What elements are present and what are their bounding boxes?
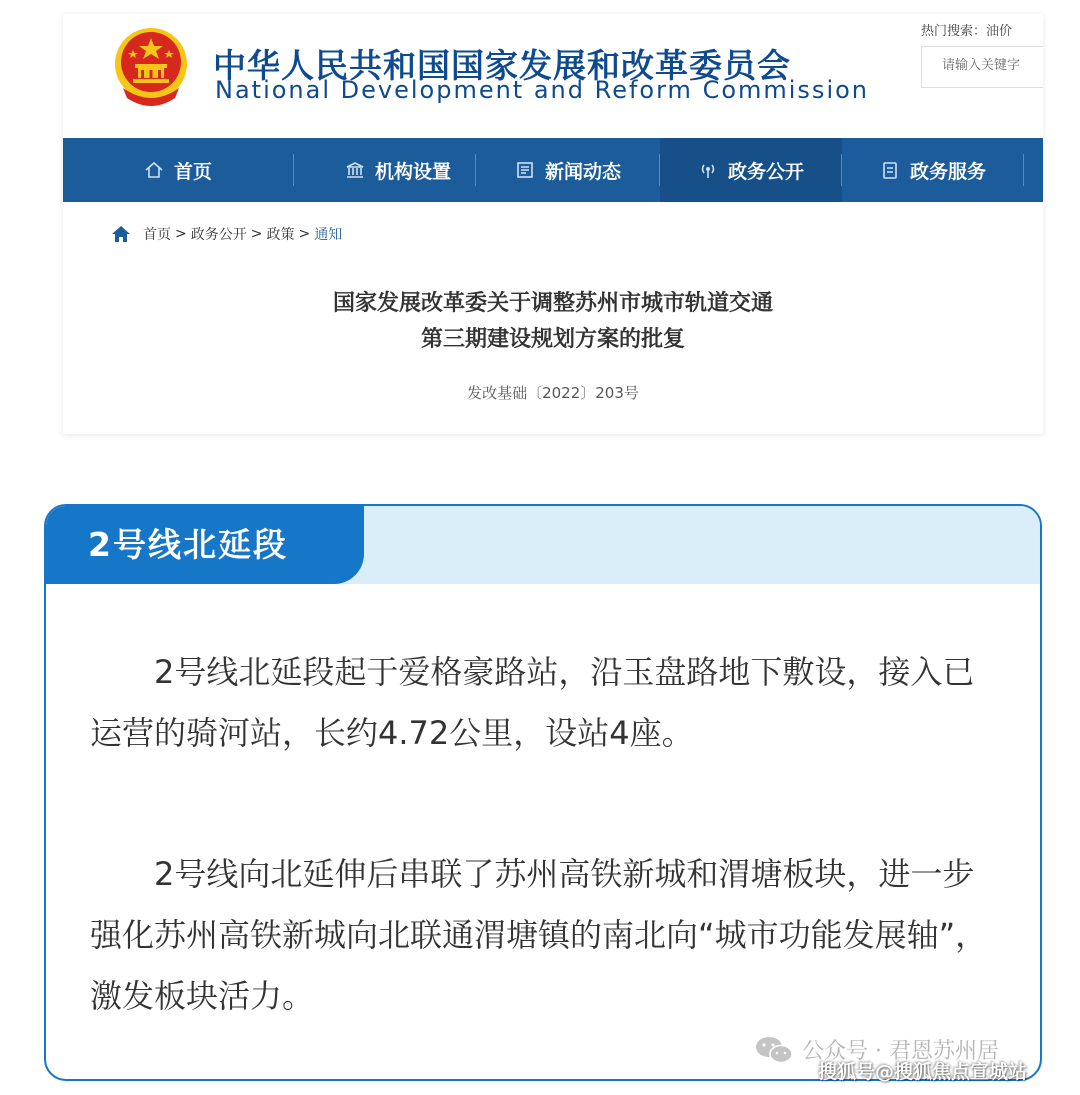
- document-title-line2: 第三期建设规划方案的批复: [420, 327, 685, 352]
- nav-item-government-affairs[interactable]: [660, 138, 842, 202]
- breadcrumb-link-notice[interactable]: 通知: [314, 227, 343, 243]
- nav-item-label: 机构设置: [374, 160, 451, 183]
- breadcrumb-link-policy[interactable]: 政策: [266, 227, 295, 243]
- search-input[interactable]: [942, 58, 1043, 73]
- card-paragraph-2: 2号线向北延伸后串联了苏州高铁新城和渭塘板块，进一步强化苏州高铁新城向北联通渭塘镇的南北向“城市功能发展轴”，激发板块活力。: [90, 855, 988, 1015]
- breadcrumb-separator: >: [298, 226, 311, 242]
- building-icon: [345, 160, 365, 180]
- nav-item-label: 政务公开: [727, 160, 804, 183]
- website-screenshot: [63, 14, 1043, 434]
- nav-divider: [475, 154, 476, 186]
- wechat-watermark-text: 公众号 · 君恩苏州居: [802, 1039, 999, 1064]
- breadcrumb: [111, 224, 342, 244]
- site-title-en: National Development and Reform Commission: [215, 76, 869, 104]
- national-emblem-icon: [109, 24, 193, 108]
- nav-item-label: 新闻动态: [544, 160, 621, 183]
- document-title-line1: 国家发展改革委关于调整苏州市城市轨道交通: [332, 291, 773, 316]
- line2-info-card: [44, 504, 1042, 1081]
- breadcrumb-link-home[interactable]: 首页: [143, 227, 171, 243]
- card-paragraph-1: 2号线北延段起于爱格豪路站，沿玉盘路地下敷设，接入已运营的骑河站，长约4.72公里，设站4座。: [90, 653, 975, 752]
- service-icon: [880, 160, 900, 180]
- broadcast-icon: [698, 160, 718, 180]
- breadcrumb-link-government-affairs[interactable]: 政务公开: [190, 227, 247, 243]
- news-icon: [515, 160, 535, 180]
- nav-item-label: 首页: [173, 160, 212, 183]
- card-heading: 2号线北延段: [46, 506, 364, 584]
- breadcrumb-separator: >: [175, 226, 187, 242]
- hot-search-links[interactable]: 热门搜索：油价: [921, 24, 1013, 39]
- nav-item-organization[interactable]: [307, 138, 489, 202]
- nav-divider: [1023, 154, 1024, 186]
- document-number: 发改基础〔2022〕203号: [467, 384, 639, 402]
- sohu-watermark: 搜狐号@搜狐焦点宣城站: [818, 1061, 1028, 1083]
- search-box: [921, 46, 1043, 88]
- site-title-cn: 中华人民共和国国家发展和改革委员会: [213, 46, 791, 85]
- nav-item-home[interactable]: [87, 138, 269, 202]
- nav-divider: [293, 154, 294, 186]
- main-nav: [63, 138, 1043, 202]
- nav-item-label: 政务服务: [909, 160, 986, 183]
- home-icon: [111, 225, 131, 243]
- wechat-icon: [754, 1035, 794, 1065]
- nav-item-news[interactable]: [477, 138, 659, 202]
- breadcrumb-separator: >: [250, 226, 263, 242]
- nav-item-services[interactable]: [842, 138, 1024, 202]
- home-icon: [144, 160, 164, 180]
